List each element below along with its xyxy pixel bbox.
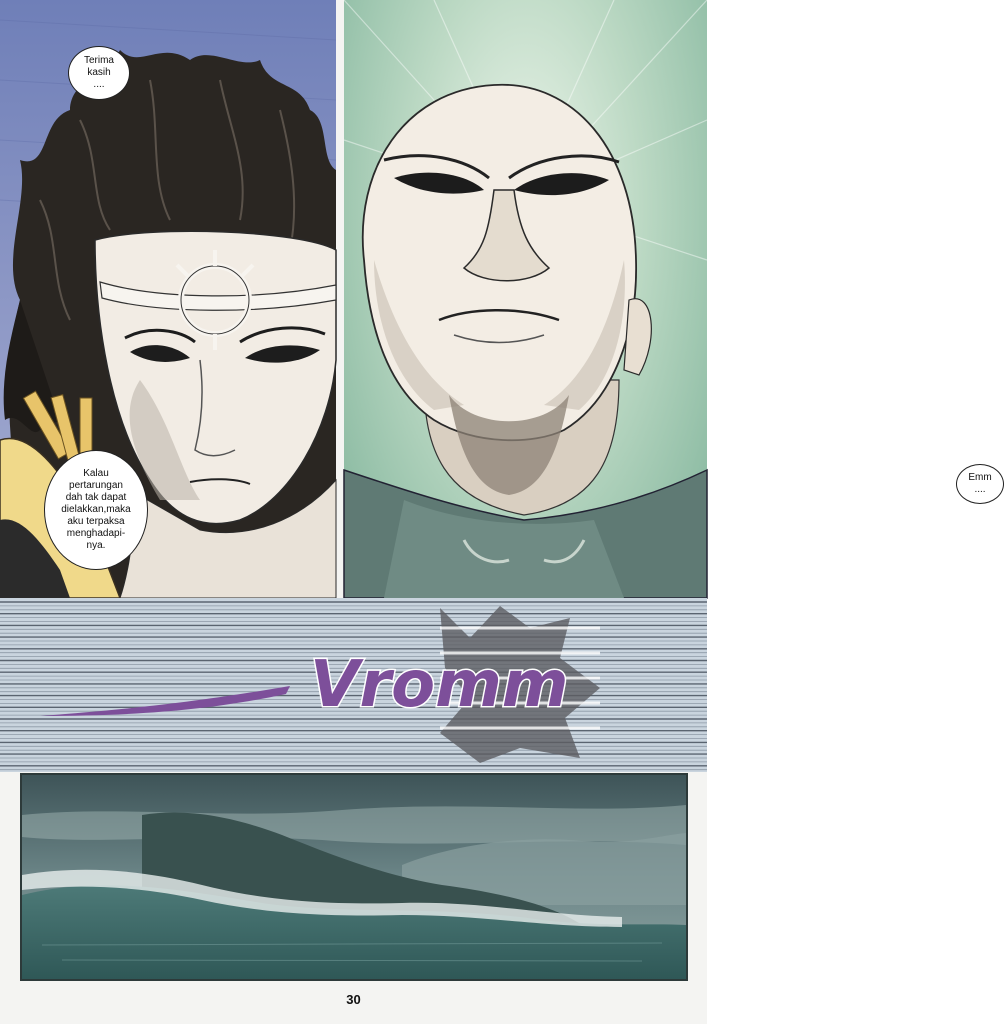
speed-lines-illustration (0, 598, 707, 772)
bubble-line: .... (974, 484, 986, 495)
bubble-line: Kalau (83, 468, 109, 479)
sea-landscape-illustration (22, 775, 686, 979)
panel-warrior (0, 0, 336, 598)
speech-bubble-emm (956, 464, 1004, 504)
bubble-line: Terima (83, 55, 114, 66)
bubble-line: menghadapi- (66, 528, 126, 539)
bubble-line: Emm (968, 472, 992, 483)
bubble-line: aku terpaksa (67, 516, 125, 527)
page-number: 30 (346, 992, 361, 1007)
speech-bubble-fight (44, 450, 148, 570)
bubble-line: kasih (87, 67, 111, 78)
panel-speed-action (0, 598, 707, 772)
bubble-line: dah tak dapat (65, 492, 127, 503)
speech-bubble-thanks (68, 46, 130, 100)
bubble-line: nya. (86, 540, 106, 551)
bubble-line: dielakkan,maka (61, 504, 131, 515)
panel-landscape (20, 773, 688, 981)
bald-man-illustration (344, 0, 707, 598)
bubble-line: .... (93, 79, 105, 90)
bubble-line: pertarungan (69, 480, 123, 491)
sfx-text: Vromm (310, 648, 569, 722)
panel-bald-man (344, 0, 992, 598)
